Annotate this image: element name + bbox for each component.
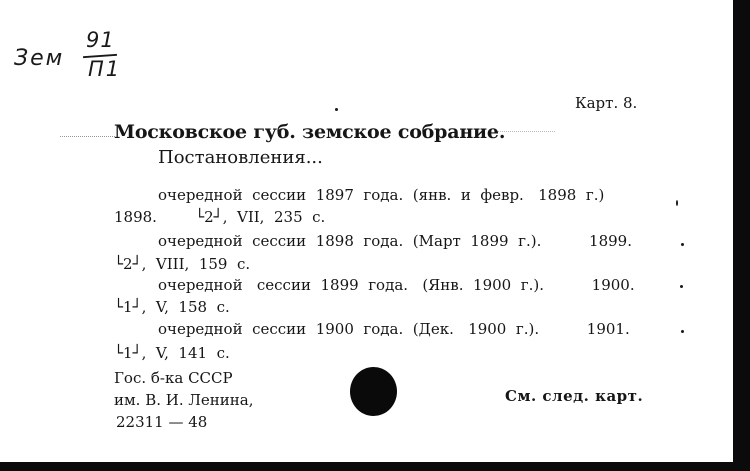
handwritten-denominator: П1	[88, 57, 122, 81]
entry-line: └2┘, VIII, 159 с.	[114, 255, 251, 273]
see-next-card: См. след. карт.	[505, 387, 644, 405]
entry-line: очередной сессии 1899 года. (Янв. 1900 г.). 1900.	[158, 276, 635, 294]
ink-mark	[680, 285, 683, 288]
ink-mark	[676, 200, 678, 206]
entry-line: очередной сессии 1900 года. (Дек. 1900 г.). 1901.	[158, 320, 630, 338]
punch-hole	[350, 367, 397, 416]
library-stamp-line: Гос. б-ка СССР	[114, 369, 233, 387]
smudge-dots	[60, 136, 115, 137]
ink-mark	[681, 243, 684, 246]
entry-line: └1┘, V, 141 с.	[114, 344, 230, 362]
entry-line: очередной сессии 1897 года. (янв. и февр. 1898 г.)	[158, 186, 605, 204]
handwritten-prefix: Зем	[14, 46, 65, 71]
entry-line: очередной сессии 1898 года. (Март 1899 г.). 1899.	[158, 232, 632, 250]
handwritten-numerator: 91	[86, 28, 115, 52]
ink-mark	[681, 330, 684, 333]
library-stamp-line: 22311 — 48	[116, 413, 208, 431]
library-stamp-line: им. В. И. Ленина,	[114, 391, 254, 409]
ink-speck	[335, 108, 338, 111]
card-number: Карт. 8.	[575, 94, 638, 112]
card-edge-right	[733, 0, 750, 471]
card-subheading: Постановления...	[158, 147, 323, 168]
card-edge-bottom	[0, 462, 750, 471]
entry-line: └1┘, V, 158 с.	[114, 298, 230, 316]
card-heading: Московское губ. земское собрание.	[114, 121, 506, 143]
entry-line: 1898. └2┘, VII, 235 с.	[114, 208, 326, 226]
